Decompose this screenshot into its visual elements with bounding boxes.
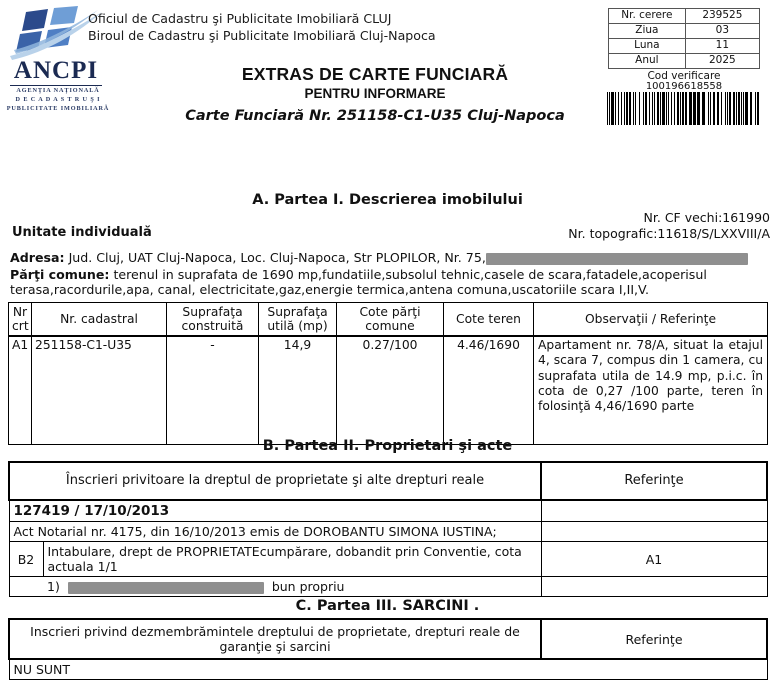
sarcini-table-body — [9, 619, 767, 680]
owners-table-body — [9, 462, 767, 597]
document-header — [0, 0, 775, 140]
parti-comune-label: Părţi comune: — [10, 267, 110, 282]
request-info-table — [608, 8, 760, 69]
request-label-anul: Anul — [609, 54, 686, 69]
cell-cote-teren: 4.46/1690 — [444, 336, 534, 444]
section-c-title: C. Partea III. SARCINI . — [295, 598, 480, 614]
verification-code-value: 100196618558 — [645, 81, 723, 92]
col-cote-parti-comune: Cote părţi comune — [337, 303, 444, 337]
table-row — [609, 9, 760, 24]
entry-text-b2: Intabulare, drept de PROPRIETATEcumpărare, dobandit prin Conventie, cota actuala 1/1 — [43, 542, 541, 577]
owner-redaction-bar — [68, 582, 264, 594]
nr-topografic-value: Nr. topografic:11618/S/LXXVIII/A — [568, 226, 770, 241]
section-a-title: A. Partea I. Descrierea imobilului — [252, 192, 523, 208]
col-referinte-c: Referinţe — [541, 619, 767, 659]
col-inscrieri-sarcini: Inscrieri privind dezmembrămintele dreptului de proprietate, drepturi reale de garanţie şi sarcini — [9, 619, 541, 659]
col-suprafata-construita: Suprafaţa construită — [167, 303, 259, 337]
request-label-nr-cerere: Nr. cerere — [609, 9, 686, 24]
table-header-row — [9, 462, 767, 500]
col-referinte-b: Referinţe — [541, 462, 767, 500]
entry-index-b2: B2 — [9, 542, 43, 577]
table-header-row — [9, 619, 767, 659]
col-nr-cadastral: Nr. cadastral — [32, 303, 167, 337]
entry-number: 127419 / 17/10/2013 — [9, 500, 541, 522]
cell-observatii: Apartament nr. 78/A, situat la etajul 4, scara 7, compus din 1 camera, cu suprafata utila de 14.9 mp, p.i.c. în cota de 0,27 /100 parte, teren în folosinţă 4,46/1690 parte — [534, 336, 768, 444]
request-value-luna: 11 — [685, 39, 759, 54]
owner-suffix: bun propriu — [271, 579, 345, 595]
logo-divider — [10, 85, 102, 86]
cell-nr-crt: A1 — [9, 336, 32, 444]
owner-index: 1) — [47, 579, 60, 595]
table-header-row — [9, 303, 768, 337]
parti-comune-value: terenul in suprafata de 1690 mp,fundatiile,subsolul tehnic,casele de scara,fatadele,acoperisul terasa,racordurile,apa, canal, electricitate,gaz,energie termica,antena comuna,uscatoriile scara I,II,V. — [10, 267, 707, 298]
request-info-body — [609, 9, 760, 69]
property-table-head — [9, 303, 768, 337]
cell-suprafata-construita: - — [167, 336, 259, 444]
table-row — [9, 336, 768, 444]
section-b-title: B. Partea II. Proprietari şi acte — [262, 438, 513, 454]
table-row — [609, 54, 760, 69]
sarcini-table — [8, 618, 768, 680]
ancpi-logo-subtitle — [2, 87, 114, 114]
sarcini-value: NU SUNT — [9, 659, 767, 680]
address-line — [10, 250, 770, 265]
table-row — [9, 659, 767, 680]
request-value-anul: 2025 — [685, 54, 759, 69]
request-label-ziua: Ziua — [609, 24, 686, 39]
logo-subtitle-line-3: PUBLICITATE IMOBILIARĂ — [6, 104, 110, 112]
cell-suprafata-utila: 14,9 — [259, 336, 337, 444]
cell-nr-cadastral: 251158-C1-U35 — [32, 336, 167, 444]
table-row — [609, 39, 760, 54]
address-label: Adresa: — [10, 250, 65, 265]
table-row — [9, 522, 767, 542]
document-title-block — [150, 64, 600, 101]
owner-row — [43, 577, 541, 597]
entry-ref-b2: A1 — [541, 542, 767, 577]
act-notarial-line: Act Notarial nr. 4175, din 16/10/2013 emis de DOROBANTU SIMONA IUSTINA; — [9, 522, 541, 542]
col-inscrieri-proprietate: Înscrieri privitoare la dreptul de proprietate şi alte drepturi reale — [9, 462, 541, 500]
owner-row-ref — [541, 577, 767, 597]
table-row — [9, 542, 767, 577]
office-line-1: Oficiul de Cadastru şi Publicitate Imobiliară CLUJ — [88, 11, 392, 26]
col-suprafata-utila: Suprafaţa utilă (mp) — [259, 303, 337, 337]
cf-vechi-value: Nr. CF vechi:161990 — [643, 210, 770, 225]
entry-number-ref — [541, 500, 767, 522]
address-redaction-bar — [486, 253, 748, 265]
col-nr-crt-label: Nr crt — [12, 304, 29, 333]
request-value-ziua: 03 — [685, 24, 759, 39]
ancpi-logo-wordmark: ANCPI — [13, 57, 99, 84]
property-table-body — [9, 336, 768, 444]
barcode-image — [607, 92, 759, 125]
col-cote-teren: Cote teren — [444, 303, 534, 337]
owners-table — [8, 461, 768, 597]
cell-cote-parti-comune: 0.27/100 — [337, 336, 444, 444]
property-description-table — [8, 302, 768, 445]
logo-subtitle-line-2: D E C A D A S T R U Ş I — [15, 95, 101, 103]
table-row — [9, 577, 767, 597]
table-row — [9, 500, 767, 522]
act-notarial-ref — [541, 522, 767, 542]
office-block — [88, 10, 436, 44]
address-value: Jud. Cluj, UAT Cluj-Napoca, Loc. Cluj-Napoca, Str PLOPILOR, Nr. 75, — [68, 250, 486, 265]
carte-funciara-number: Carte Funciară Nr. 251158-C1-U35 Cluj-Napoca — [185, 108, 565, 124]
request-value-nr-cerere: 239525 — [685, 9, 759, 24]
logo-subtitle-line-1: AGENŢIA NAŢIONALĂ — [16, 87, 100, 94]
verification-code-label: Cod verificare — [647, 70, 721, 82]
page-subtitle: PENTRU INFORMARE — [304, 86, 446, 101]
col-nr-crt — [9, 303, 32, 337]
office-line-2: Biroul de Cadastru şi Publicitate Imobiliară Cluj-Napoca — [88, 28, 436, 44]
unitate-individuala-label: Unitate individuală — [12, 225, 152, 240]
page-title: EXTRAS DE CARTE FUNCIARĂ — [241, 64, 509, 84]
parti-comune-line — [10, 267, 772, 298]
col-observatii: Observaţii / Referinţe — [534, 303, 768, 337]
request-label-luna: Luna — [609, 39, 686, 54]
owner-row-spacer — [9, 577, 43, 597]
table-row — [609, 24, 760, 39]
